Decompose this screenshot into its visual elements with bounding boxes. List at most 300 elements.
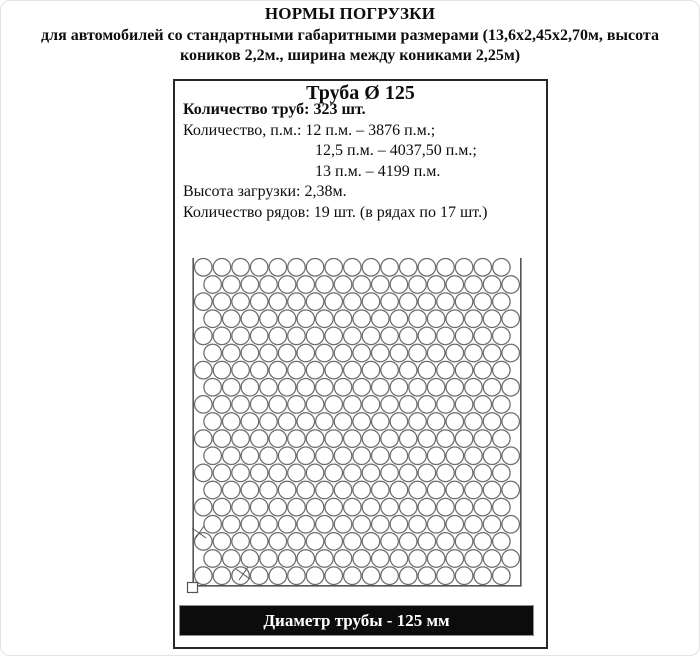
- pipe-circle: [483, 276, 501, 294]
- pipe-circle: [418, 464, 436, 482]
- pipe-circle: [353, 516, 371, 534]
- pipe-circle: [223, 550, 241, 568]
- pipe-circle: [493, 430, 511, 448]
- pipe-circle: [437, 533, 455, 551]
- pipe-circle: [390, 344, 408, 362]
- pipe-circle: [288, 259, 306, 277]
- pipe-circle: [437, 259, 455, 277]
- pipe-circle: [455, 533, 473, 551]
- pipe-circle: [418, 498, 436, 516]
- pipe-circle: [297, 413, 315, 431]
- pipe-circle: [269, 533, 287, 551]
- pipe-circle: [474, 259, 492, 277]
- pipe-circle: [260, 481, 278, 499]
- pipe-circle: [502, 447, 520, 465]
- pipe-circle: [250, 361, 268, 379]
- pipe-circle: [325, 259, 343, 277]
- pipe-circle: [381, 361, 399, 379]
- pipe-circle: [362, 498, 380, 516]
- pipe-circle: [260, 378, 278, 396]
- pipe-circle: [474, 498, 492, 516]
- linear-meters-line-13: 13 п.м. – 4199 п.м.: [315, 162, 441, 180]
- pipe-circle: [306, 327, 324, 345]
- pipe-circle: [418, 327, 436, 345]
- pipe-circle: [316, 516, 334, 534]
- pipe-circle: [502, 516, 520, 534]
- pipe-circle: [232, 293, 250, 311]
- pipe-circle: [399, 533, 417, 551]
- pipe-circle: [269, 567, 287, 585]
- pipe-circle: [195, 464, 213, 482]
- pipe-circle: [409, 447, 427, 465]
- pipe-packing-diagram: [186, 256, 530, 598]
- pipe-circle: [465, 516, 483, 534]
- pipe-circle: [427, 276, 445, 294]
- pipe-circle: [418, 430, 436, 448]
- linear-meters-line-12-5: 12,5 п.м. – 4037,50 п.м.;: [315, 142, 477, 159]
- pipe-circle: [372, 276, 390, 294]
- pipe-circle: [465, 344, 483, 362]
- pipe-circle: [325, 464, 343, 482]
- pipe-circle: [381, 259, 399, 277]
- pipe-circle: [381, 396, 399, 414]
- pipe-circle: [213, 259, 231, 277]
- pipe-diameter-caption: Диаметр трубы - 125 мм: [179, 605, 534, 636]
- pipe-circle: [353, 550, 371, 568]
- pipe-circle: [474, 567, 492, 585]
- pipe-circle: [427, 550, 445, 568]
- pipe-circle: [306, 293, 324, 311]
- pipe-circle: [232, 361, 250, 379]
- pipe-circle: [483, 378, 501, 396]
- pipe-circle: [344, 327, 362, 345]
- document-subtitle-line-2: коников 2,2м., ширина между кониками 2,25м): [179, 47, 521, 64]
- pipe-circle: [455, 259, 473, 277]
- pipe-circle: [493, 567, 511, 585]
- pipe-circle: [372, 550, 390, 568]
- pipe-circle: [372, 310, 390, 328]
- pipe-circle: [409, 310, 427, 328]
- pipe-circle: [288, 533, 306, 551]
- pipe-circle: [316, 378, 334, 396]
- pipe-circle: [362, 396, 380, 414]
- pipe-circle: [437, 293, 455, 311]
- pipe-circle: [213, 293, 231, 311]
- pipe-circle: [381, 464, 399, 482]
- pipe-circle: [390, 310, 408, 328]
- pipe-circle: [306, 464, 324, 482]
- pipe-circle: [213, 327, 231, 345]
- pipe-circle: [223, 310, 241, 328]
- pipe-packing-diagram-svg: [186, 256, 530, 598]
- pipe-circle: [288, 361, 306, 379]
- pipe-circle: [493, 259, 511, 277]
- pipe-circle: [344, 498, 362, 516]
- pipe-circle: [474, 361, 492, 379]
- pipe-circle: [213, 533, 231, 551]
- pipe-circle: [204, 310, 222, 328]
- pipe-circle: [353, 413, 371, 431]
- pipe-circle: [455, 361, 473, 379]
- pipe-circle: [232, 464, 250, 482]
- pipe-circle: [372, 413, 390, 431]
- pipe-circle: [390, 516, 408, 534]
- pipe-spec-card: [173, 79, 548, 649]
- pipe-circle: [381, 533, 399, 551]
- pipe-circle: [195, 327, 213, 345]
- pipe-circle: [316, 447, 334, 465]
- pipe-circle: [334, 378, 352, 396]
- pipe-circle: [483, 344, 501, 362]
- pipe-circle: [195, 259, 213, 277]
- pipe-circle: [306, 430, 324, 448]
- pipe-circle: [232, 396, 250, 414]
- pipe-circle: [493, 293, 511, 311]
- pipe-circle: [483, 413, 501, 431]
- pipe-circle: [232, 259, 250, 277]
- pipe-circle: [344, 396, 362, 414]
- pipe-circle: [316, 310, 334, 328]
- pipe-circle: [204, 516, 222, 534]
- pipe-circle: [427, 516, 445, 534]
- pipe-circle: [465, 413, 483, 431]
- pipe-circle: [362, 361, 380, 379]
- pipe-circle: [288, 464, 306, 482]
- pipe-circle: [269, 498, 287, 516]
- pipe-circle: [195, 430, 213, 448]
- pipe-circle: [446, 550, 464, 568]
- pipe-circle: [232, 430, 250, 448]
- pipe-circle: [418, 567, 436, 585]
- pipe-circle: [437, 567, 455, 585]
- pipe-circle: [465, 378, 483, 396]
- pipe-circle: [232, 498, 250, 516]
- pipe-circle: [483, 447, 501, 465]
- pipe-circle: [344, 533, 362, 551]
- linear-meters-line-12: Количество, п.м.: 12 п.м. – 3876 п.м.;: [183, 121, 436, 139]
- pipe-circle: [223, 516, 241, 534]
- pipe-circle: [316, 413, 334, 431]
- pipe-circle: [213, 361, 231, 379]
- pipe-circle: [437, 361, 455, 379]
- pipe-circle: [195, 396, 213, 414]
- pipe-circle: [297, 447, 315, 465]
- pipe-circle: [306, 396, 324, 414]
- pipe-circle: [278, 413, 296, 431]
- pipe-circle: [446, 481, 464, 499]
- pipe-circle: [316, 276, 334, 294]
- pipe-quantity-line: Количество труб: 323 шт.: [183, 101, 366, 118]
- pipe-circle: [306, 361, 324, 379]
- pipe-circle: [344, 464, 362, 482]
- pipe-circle: [241, 481, 259, 499]
- document-title: НОРМЫ ПОГРУЗКИ: [264, 4, 436, 23]
- pipe-circle: [316, 344, 334, 362]
- pipe-circle: [241, 516, 259, 534]
- pipe-circle: [409, 413, 427, 431]
- pipe-circle: [260, 516, 278, 534]
- pipe-circle: [381, 498, 399, 516]
- pipe-circle: [372, 481, 390, 499]
- pipe-circle: [316, 481, 334, 499]
- document-subtitle: [1, 26, 699, 66]
- pipe-circle: [455, 464, 473, 482]
- pipe-circle: [381, 567, 399, 585]
- pipe-circle: [278, 378, 296, 396]
- pipe-circle: [213, 567, 231, 585]
- pipe-circle: [399, 464, 417, 482]
- pipe-circle: [399, 396, 417, 414]
- pipe-circle: [334, 344, 352, 362]
- pipe-circle: [483, 550, 501, 568]
- pipe-circle: [372, 344, 390, 362]
- pipe-circle: [250, 567, 268, 585]
- pipe-circle: [474, 396, 492, 414]
- pipe-circle: [446, 276, 464, 294]
- pipe-circle: [399, 567, 417, 585]
- pipe-circle: [278, 276, 296, 294]
- pipe-circle: [288, 327, 306, 345]
- document-subtitle-line-1: для автомобилей со стандартными габаритными размерами (13,6х2,45х2,70м, высота: [41, 27, 659, 44]
- pipe-circle: [427, 310, 445, 328]
- pipe-circle: [502, 378, 520, 396]
- pipe-circle: [353, 310, 371, 328]
- pipe-circle: [409, 481, 427, 499]
- pipe-circle: [502, 550, 520, 568]
- pipe-circle: [334, 481, 352, 499]
- pipe-circle: [446, 344, 464, 362]
- pipe-circle: [418, 533, 436, 551]
- pipe-circle: [260, 310, 278, 328]
- pipe-circle: [223, 378, 241, 396]
- pipe-circle: [334, 550, 352, 568]
- pipe-circle: [493, 396, 511, 414]
- pipe-circle: [260, 276, 278, 294]
- pipe-circle: [269, 396, 287, 414]
- pipe-circle: [250, 259, 268, 277]
- pipe-circle: [437, 396, 455, 414]
- pipe-circle: [297, 516, 315, 534]
- pipe-circle: [306, 533, 324, 551]
- pipe-circle: [353, 447, 371, 465]
- pipe-circle: [325, 498, 343, 516]
- pipe-circle: [325, 361, 343, 379]
- pipe-circle: [297, 550, 315, 568]
- pipe-circle: [223, 481, 241, 499]
- pipe-circle: [390, 550, 408, 568]
- pipe-circle: [241, 447, 259, 465]
- pipe-circle: [278, 344, 296, 362]
- pipe-circle: [250, 498, 268, 516]
- pipe-circle: [399, 327, 417, 345]
- pipe-circle: [502, 481, 520, 499]
- pipe-circle: [334, 276, 352, 294]
- pipe-circle: [260, 413, 278, 431]
- pipe-circle: [427, 447, 445, 465]
- pipe-circle: [483, 310, 501, 328]
- pipe-circle: [399, 430, 417, 448]
- pipe-circle: [269, 464, 287, 482]
- pipe-circle: [446, 516, 464, 534]
- pipe-circle: [474, 327, 492, 345]
- pipe-circle: [288, 396, 306, 414]
- pipe-circle: [223, 344, 241, 362]
- pipe-circle: [362, 567, 380, 585]
- pipe-circle: [353, 276, 371, 294]
- pipe-circle: [269, 327, 287, 345]
- pipe-circle: [278, 481, 296, 499]
- pipe-circle: [269, 293, 287, 311]
- pipe-circle: [362, 464, 380, 482]
- pipe-circle: [390, 447, 408, 465]
- pipe-circle: [427, 378, 445, 396]
- pipe-circle: [465, 550, 483, 568]
- pipe-circle: [297, 344, 315, 362]
- pipe-circle: [325, 533, 343, 551]
- pipe-circle: [232, 327, 250, 345]
- pipe-circle: [260, 447, 278, 465]
- pipe-circle: [437, 430, 455, 448]
- pipe-circle: [195, 498, 213, 516]
- pipe-circle: [213, 498, 231, 516]
- pipe-circle: [241, 413, 259, 431]
- pipe-circle: [455, 396, 473, 414]
- pipe-circle: [278, 516, 296, 534]
- pipe-circle: [325, 396, 343, 414]
- pipe-circle: [297, 481, 315, 499]
- pipe-circle: [344, 293, 362, 311]
- pipe-circle: [269, 259, 287, 277]
- pipe-circle: [455, 430, 473, 448]
- pipe-circle: [446, 447, 464, 465]
- pipe-circle: [204, 276, 222, 294]
- pipe-circle: [372, 447, 390, 465]
- pipe-circle: [288, 293, 306, 311]
- pipe-circle: [399, 293, 417, 311]
- pipe-circle: [204, 413, 222, 431]
- pipe-circle: [437, 498, 455, 516]
- pipe-circle: [446, 413, 464, 431]
- pipe-circle: [334, 310, 352, 328]
- pipe-circle: [362, 327, 380, 345]
- pipe-circle: [474, 430, 492, 448]
- pipe-circle: [437, 327, 455, 345]
- pipe-circle: [353, 481, 371, 499]
- pipe-circle: [493, 327, 511, 345]
- pipe-circle: [223, 413, 241, 431]
- pipe-circle: [390, 481, 408, 499]
- pipe-circle: [465, 276, 483, 294]
- pipe-circle: [372, 378, 390, 396]
- pipe-card-title: Труба Ø 125: [306, 82, 415, 104]
- pipe-circle: [269, 361, 287, 379]
- pipe-circle: [390, 276, 408, 294]
- pipe-circle: [250, 533, 268, 551]
- pipe-circle: [455, 293, 473, 311]
- pipe-circle: [353, 344, 371, 362]
- pipe-circle: [399, 498, 417, 516]
- pipe-circle: [418, 259, 436, 277]
- load-height-line: Высота загрузки: 2,38м.: [183, 183, 347, 200]
- pipe-circle: [232, 533, 250, 551]
- pipe-circle: [418, 361, 436, 379]
- pipe-circle: [455, 327, 473, 345]
- pipe-circle: [493, 498, 511, 516]
- pipe-circle: [437, 464, 455, 482]
- pipe-circle: [502, 344, 520, 362]
- pipe-circle: [325, 327, 343, 345]
- pipe-circle: [446, 310, 464, 328]
- pipe-circle: [195, 567, 213, 585]
- pipe-circle: [306, 567, 324, 585]
- pipe-circle: [381, 327, 399, 345]
- pipe-circle: [353, 378, 371, 396]
- pipe-circle: [502, 310, 520, 328]
- pipe-circle: [241, 378, 259, 396]
- pipe-circle: [493, 464, 511, 482]
- pipe-circle: [465, 310, 483, 328]
- pipe-circle: [250, 396, 268, 414]
- pipe-circle: [325, 430, 343, 448]
- pipe-circle: [465, 481, 483, 499]
- pipe-circle: [241, 276, 259, 294]
- pipe-circle: [409, 516, 427, 534]
- pipe-circle: [204, 447, 222, 465]
- pipe-circle: [334, 516, 352, 534]
- pipe-circle: [306, 259, 324, 277]
- pipe-circle: [288, 567, 306, 585]
- pipe-circle: [260, 344, 278, 362]
- pipe-circle: [502, 276, 520, 294]
- pipe-circle: [260, 550, 278, 568]
- pipe-circle: [241, 550, 259, 568]
- pipe-circle: [325, 293, 343, 311]
- pipe-circle: [297, 378, 315, 396]
- pipe-circle: [204, 344, 222, 362]
- pipe-info-block: [183, 100, 544, 223]
- pipe-circle: [306, 498, 324, 516]
- pipe-circle: [278, 310, 296, 328]
- pipe-circle: [409, 344, 427, 362]
- pipe-circle: [474, 533, 492, 551]
- pipe-circle: [223, 447, 241, 465]
- pipe-circle: [195, 361, 213, 379]
- pipe-circle: [446, 378, 464, 396]
- pipe-circle: [465, 447, 483, 465]
- pipe-circle: [204, 550, 222, 568]
- pipe-circle: [483, 516, 501, 534]
- pipe-circle: [250, 430, 268, 448]
- pipe-circle: [362, 533, 380, 551]
- row-count-line: Количество рядов: 19 шт. (в рядах по 17 шт.): [183, 203, 488, 221]
- pipe-circle: [213, 430, 231, 448]
- pipe-circle: [316, 550, 334, 568]
- pipe-circle: [409, 550, 427, 568]
- pipe-circle: [474, 464, 492, 482]
- pipe-circle: [344, 430, 362, 448]
- pipe-circle: [390, 413, 408, 431]
- pipe-circle: [418, 293, 436, 311]
- pipe-circle: [250, 464, 268, 482]
- pipe-circle: [427, 413, 445, 431]
- pipe-circle: [427, 344, 445, 362]
- pipe-circle: [381, 293, 399, 311]
- pipe-circle: [455, 498, 473, 516]
- pipe-circle: [362, 259, 380, 277]
- pipe-circle: [325, 567, 343, 585]
- pipe-circle: [344, 361, 362, 379]
- pipe-circle: [204, 481, 222, 499]
